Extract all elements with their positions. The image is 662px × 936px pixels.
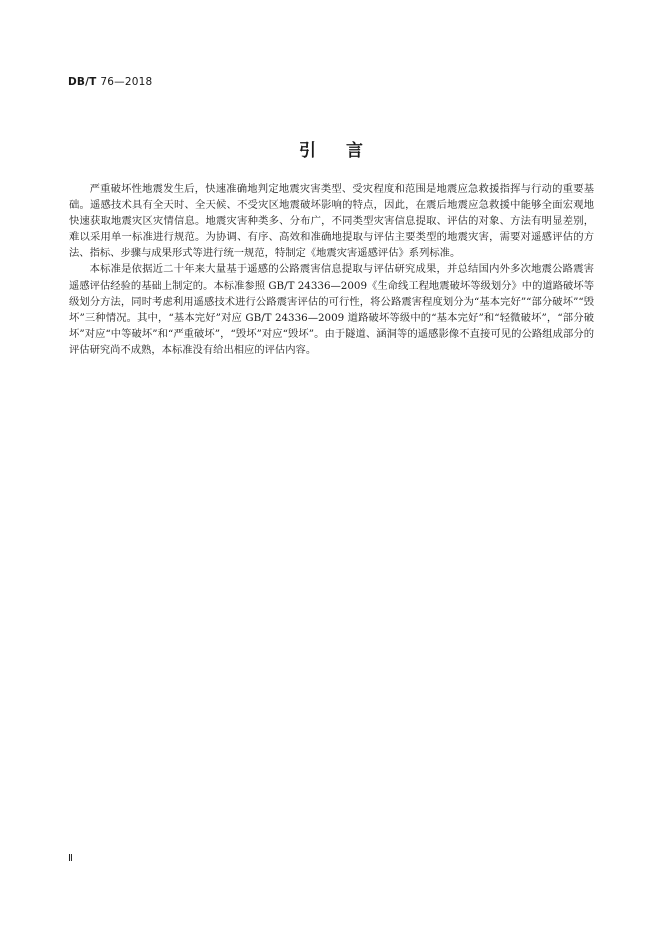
standard-prefix: DB/T [68,76,97,88]
page-title: 引言 [299,141,393,161]
standard-code [68,76,152,88]
body-text [69,181,594,358]
page-number: Ⅱ [68,853,73,864]
paragraph-1: 严重破坏性地震发生后，快速准确地判定地震灾害类型、受灾程度和范围是地震应急救援指挥与行动的重要基础。遥感技术具有全天时、全天候、不受灾区地震破坏影响的特点，因此，在震后地震应急救援中能够全面宏观地快速获取地震灾区灾情信息。地震灾害种类多、分布广，不同类型灾害信息提取、评估的对象、方法有明显差别，难以采用单一标准进行规范。为协调、有序、高效和准确地提取与评估主要类型的地震灾害，需要对遥感评估的方法、指标、步骤与成果形式等进行统一规范，特制定《地震灾害遥感评估》系列标准。 [69,183,594,260]
standard-number: 76—2018 [100,76,153,88]
paragraph-2: 本标准是依据近二十年来大量基于遥感的公路震害信息提取与评估研究成果，并总结国内外多次地震公路震害遥感评估经验的基础上制定的。本标准参照 GB/T 24336—2009《生命线工程地震破坏等级划分》中的道路破坏等级划分方法，同时考虑利用遥感技术进行公路震害评估的可行性，将公路震害程度划分为“基本完好”“部分破坏”“毁坏”三种情况。其中，“基本完好”对应 GB/T 24336—2009 道路破坏等级中的“基本完好”和“轻微破坏”，“部分破坏”对应“中等破坏”和“严重破坏”，“毁坏”对应“毁坏”。由于隧道、涵洞等的遥感影像不直接可见的公路组成部分的评估研究尚不成熟，本标准没有给出相应的评估内容。 [69,263,594,356]
